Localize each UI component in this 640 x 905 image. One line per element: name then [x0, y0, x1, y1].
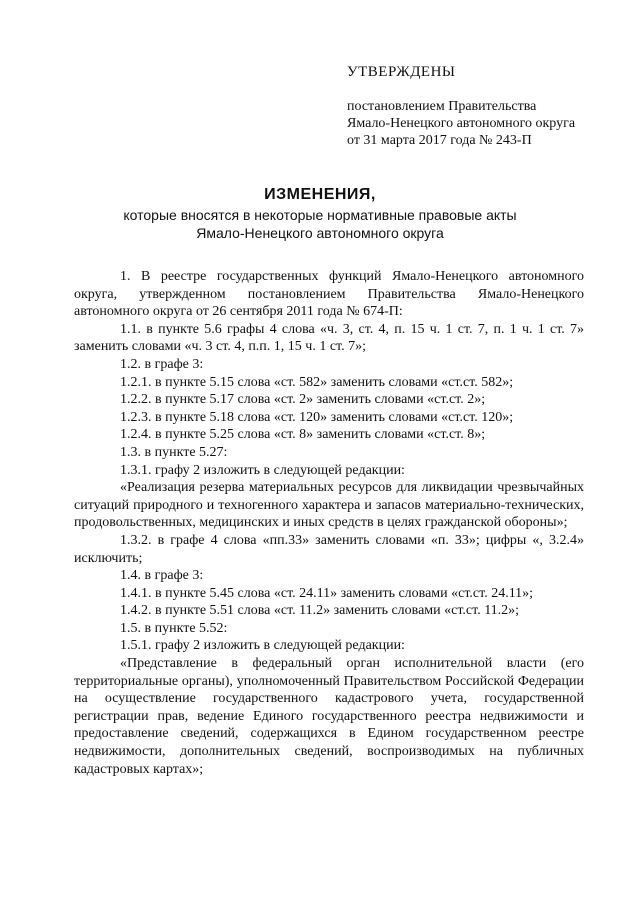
paragraph-1-2-2: 1.2.2. в пункте 5.17 слова «ст. 2» заменить словами «ст.ст. 2»;: [120, 392, 486, 408]
approval-stamp: [347, 64, 627, 149]
document-subtitle-2: Ямало-Ненецкого автономного округа: [196, 225, 444, 241]
paragraph-1-2-4: 1.2.4. в пункте 5.25 слова «ст. 8» заменить словами «ст.ст. 8»;: [120, 427, 486, 443]
approval-line-3: от 31 марта 2017 года № 243-П: [347, 133, 532, 148]
document-subtitle-1: которые вносятся в некоторые нормативные правовые акты: [123, 207, 517, 223]
paragraph-1-3: 1.3. в пункте 5.27:: [120, 444, 228, 460]
document-title: ИЗМЕНЕНИЯ,: [264, 186, 376, 203]
approval-heading: УТВЕРЖДЕНЫ: [347, 64, 456, 80]
paragraph-1-2: 1.2. в графе 3:: [120, 356, 204, 372]
paragraph-1-4-2: 1.4.2. в пункте 5.51 слова «ст. 11.2» заменить словами «ст.ст. 11.2»;: [120, 603, 520, 619]
paragraph-1-1: 1.1. в пункте 5.6 графы 4 слова «ч. 3, ст. 4, п. 15 ч. 1 ст. 7, п. 1 ч. 1 ст. 7» заменить словами «ч. 3 ст. 4, п.п. 1, 15 ч. 1 ст. 7»;: [74, 321, 584, 355]
paragraph-1-4-1: 1.4.1. в пункте 5.45 слова «ст. 24.11» заменить словами «ст.ст. 24.11»;: [120, 585, 534, 601]
paragraph-1-2-3: 1.2.3. в пункте 5.18 слова «ст. 120» заменить словами «ст.ст. 120»;: [120, 409, 514, 425]
paragraph-1-3-1-text: «Реализация резерва материальных ресурсов для ликвидации чрезвычайных ситуаций природного и техногенного характера и запасов материально-технических, продовольственных, медицинских и иных средств в целях гражданской обороны»;: [74, 480, 584, 531]
paragraph-1-2-1: 1.2.1. в пункте 5.15 слова «ст. 582» заменить словами «ст.ст. 582»;: [120, 374, 514, 390]
paragraph-1-4: 1.4. в графе 3:: [120, 568, 204, 584]
document-body: [74, 268, 584, 778]
approval-line-2: Ямало-Ненецкого автономного округа: [347, 116, 576, 131]
approval-line-1: постановлением Правительства: [347, 99, 537, 114]
paragraph-1-5-1: 1.5.1. графу 2 изложить в следующей редакции:: [120, 638, 405, 654]
paragraph-1: 1. В реестре государственных функций Ямало-Ненецкого автономного округа, утвержденном постановлением Правительства Ямало-Ненецкого автономного округа от 26 сентября 2011 года № 674-П:: [74, 269, 584, 320]
paragraph-1-5: 1.5. в пункте 5.52:: [120, 620, 228, 636]
document-title-block: [100, 186, 540, 242]
paragraph-1-3-2: 1.3.2. в графе 4 слова «пп.33» заменить словами «п. 33»; цифры «, 3.2.4» исключить;: [74, 532, 584, 566]
paragraph-1-3-1: 1.3.1. графу 2 изложить в следующей редакции:: [120, 462, 405, 478]
paragraph-1-5-1-text: «Представление в федеральный орган исполнительной власти (его территориальные органы), уполномоченный Правительством Российской Федерации на осуществление государственного кадастрового учета, государственной регистрации прав, ведение Единого государственного реестра недвижимости и предоставление сведений, содержащихся в Едином государственном реестре недвижимости, дополнительных сведений, воспроизводимых на публичных кадастровых картах»;: [74, 656, 584, 777]
